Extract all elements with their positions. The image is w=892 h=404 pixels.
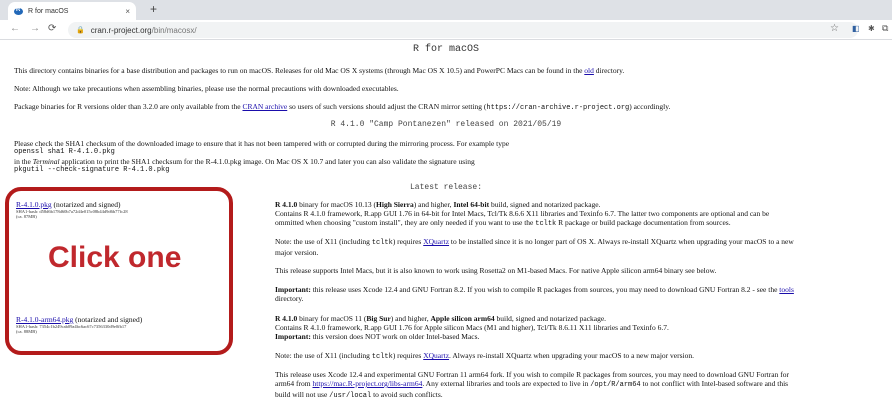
page-content (0, 40, 892, 404)
reload-icon[interactable]: ⟳ (48, 23, 57, 34)
tab-bar (0, 0, 892, 20)
forward-icon[interactable]: → (30, 23, 40, 34)
new-tab-button[interactable]: + (150, 2, 158, 16)
latest-release-heading: Latest release: (409, 183, 482, 192)
file-size: (ca. 87MB) (16, 214, 37, 219)
arm64-release-note: This release uses Xcode 12.4 and experimental GNU Fortran 11 arm64 fork. If you wish to compile R packages from sources, you may need to download GNU Fortran for arm64 from https://mac.R-project.org/libs-arm64. Any external libraries and tools are expected to live in /opt/R/arm64 to not conflict with Intel-based software and this build will not use /usr/local to avoid such conflicts. (275, 370, 789, 400)
intro-paragraph: This directory contains binaries for a base distribution and packages to run on macOS. Releases for old Mac OS X systems (through Mac OS X 10.5) and PowerPC Macs can be found in the old directory. (14, 66, 625, 75)
bookmark-star-icon[interactable]: ☆ (830, 23, 839, 34)
sha-hash: SHA1-hash: 7354c1b249cab09a4bc6ac67c7356330d9e0fb17 (16, 324, 127, 329)
url-path: /bin/macosx/ (151, 25, 197, 35)
intel-description: R 4.1.0 binary for macOS 10.13 (High Sierra) and higher, Intel 64-bit build, signed and notarized package. Contains R 4.1.0 framework, R.app GUI 1.76 in 64-bit for Intel Macs, Tcl/Tk 8.6.6 X11 libraries and Texinfo 6.7. The latter two components are optional and can be ommitted when choosing "custom install", they are only needed if you want to use the tcltk R package or build package documentation from sources. (275, 200, 770, 228)
r-logo-icon (14, 8, 23, 15)
libs-arm64-link[interactable]: https://mac.R-project.org/libs-arm64 (312, 379, 423, 388)
arm64-description: R 4.1.0 binary for macOS 11 (Big Sur) and higher, Apple silicon arm64 build, signed and notarized package. Contains R 4.1.0 framework, R.app GUI 1.76 for Apple silicon Macs (M1 and higher), Tcl/Tk 8.6.11 X11 libraries and Texinfo 6.7. Important: this version does NOT work on older Intel-based Macs. (275, 314, 669, 341)
pkgutil-command: pkgutil --check-signature R-4.1.0.pkg (14, 166, 170, 174)
tab-title: R for macOS (28, 7, 69, 15)
pkg-intel-entry: R-4.1.0.pkg (notarized and signed) SHA1-hash: d58d6b178d60b7a72d4e015c08b44d9d6b77fc28 (ca. 87MB) (16, 200, 128, 219)
tools-link[interactable]: tools (779, 285, 794, 294)
extension-icon[interactable]: ✱ (868, 24, 875, 33)
browser-toolbar (0, 20, 892, 40)
sha-command: openssl sha1 R-4.1.0.pkg (14, 148, 115, 156)
old-link[interactable]: old (584, 66, 594, 75)
file-size: (ca. 88MB) (16, 329, 37, 334)
r-4-1-0-arm64-pkg-link[interactable]: R-4.1.0-arm64.pkg (16, 315, 74, 324)
xquartz-link[interactable]: XQuartz (423, 237, 450, 246)
pkg-arm64-entry: R-4.1.0-arm64.pkg (notarized and signed) SHA1-hash: 7354c1b249cab09a4bc6ac67c7356330d9e0fb17 (ca. 88MB) (16, 315, 143, 334)
browser-tab[interactable] (8, 2, 136, 20)
click-one-annotation: Click one (48, 241, 182, 274)
extension-icon[interactable]: ◧ (852, 24, 860, 33)
package-note: Package binaries for R versions older than 3.2.0 are only available from the CRAN archive so users of such versions should adjust the CRAN mirror setting (https://cran-archive.r-project.org) accordingly. (14, 102, 671, 112)
important-note: Important: this release uses Xcode 12.4 and GNU Fortran 8.2. If you wish to compile R packages from sources, you may need to download GNU Fortran 8.2 - see the tools directory. (275, 285, 794, 303)
rosetta-note: This release supports Intel Macs, but it is also known to work using Rosetta2 on M1-based Macs. For native Apple silicon arm64 binary see below. (275, 266, 717, 275)
x11-note: Note: the use of X11 (including tcltk) requires XQuartz to be installed since it is no longer part of OS X. Always re-install XQuartz when upgrading your macOS to a new major version. (275, 237, 794, 257)
lock-icon: 🔒 (76, 27, 85, 34)
xquartz-link[interactable]: XQuartz (423, 351, 450, 360)
x11-note-2: Note: the use of X11 (including tcltk) requires XQuartz. Always re-install XQuartz when upgrading your macOS to a new major version. (275, 351, 694, 361)
tab-close-icon[interactable]: × (125, 6, 130, 16)
r-4-1-0-pkg-link[interactable]: R-4.1.0.pkg (16, 200, 52, 209)
note-paragraph: Note: Although we take precautions when assembling binaries, please use the normal precautions with downloaded executables. (14, 84, 399, 93)
page-title: R for macOS (412, 44, 479, 55)
cran-archive-link[interactable]: CRAN archive (242, 102, 288, 111)
release-heading: R 4.1.0 "Camp Pontanezen" released on 2021/05/19 (330, 120, 562, 129)
url-host: cran.r-project.org (90, 25, 152, 35)
puzzle-icon[interactable]: ⧉ (882, 23, 889, 33)
address-bar[interactable] (68, 22, 858, 38)
back-icon[interactable]: ← (10, 23, 20, 34)
sha-hash: SHA1-hash: d58d6b178d60b7a72d4e015c08b44d9d6b77fc28 (16, 209, 128, 214)
sha-instructions: Please check the SHA1 checksum of the downloaded image to ensure that it has not been tampered with or corrupted during the mirroring process. For example type openssl sha1 R-4.1.0.pkg in the Terminal application to print the SHA1 checksum for the R-4.1.0.pkg image. On Mac OS X 10.7 and later you can also validate the signature using pkgutil --check-signature R-4.1.0.pkg (14, 139, 510, 174)
